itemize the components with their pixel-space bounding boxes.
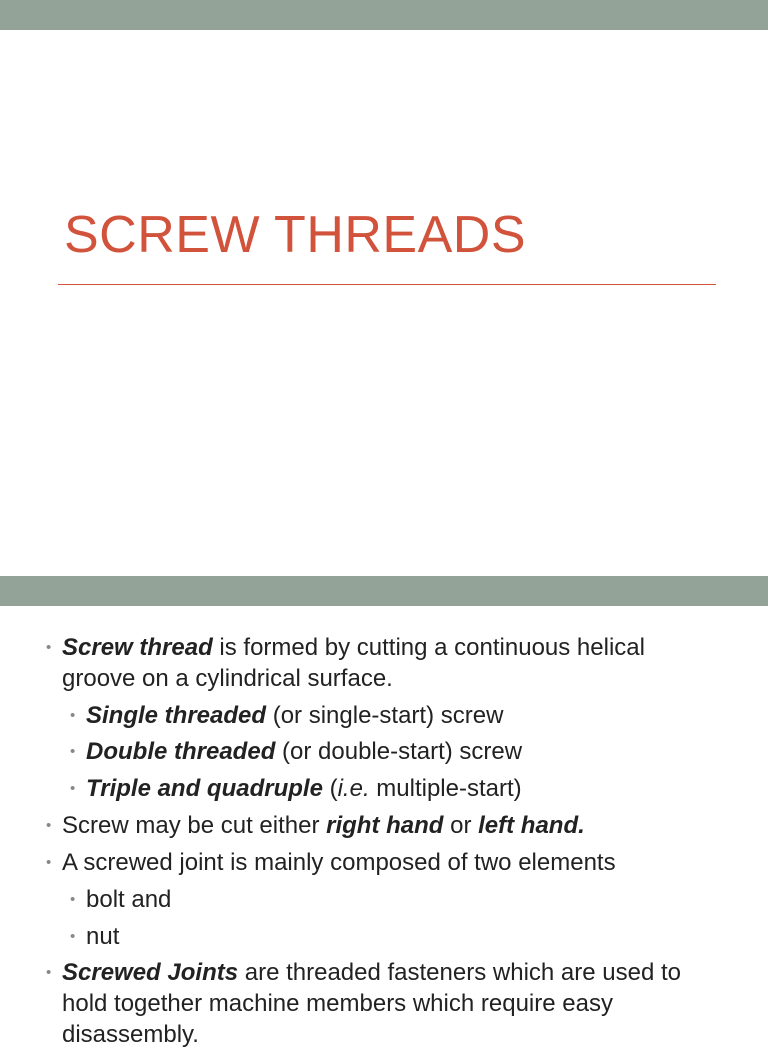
bullet-text: is formed by cutting a continuous helical groove on a cylindrical surface. (62, 634, 645, 692)
term-triple-quadruple: Triple and quadruple (86, 775, 323, 802)
bullet-screwed-joints-def (46, 957, 722, 1050)
bullet-hand (46, 810, 722, 841)
bullet-screw-thread (46, 632, 722, 694)
bullet-text: (or double-start) screw (275, 738, 523, 765)
bullet-nut (70, 921, 746, 952)
bullet-text: or (443, 812, 479, 839)
slide-separator-band (0, 576, 768, 606)
bullet-text: (or single-start) screw (266, 702, 504, 729)
bullet-dot: • (70, 743, 76, 760)
slide-title: SCREW THREADS (64, 206, 527, 264)
bullet-single-threaded (70, 700, 746, 731)
bullet-text: are threaded fasteners which are used to hold together machine members which require easy disassembly. (62, 959, 681, 1048)
term-screw-thread: Screw thread (62, 634, 213, 661)
bullet-dot: • (70, 707, 76, 724)
bullet-text: bolt and (86, 886, 172, 913)
term-right-hand: right hand (326, 812, 444, 839)
bullet-triple-quadruple (70, 773, 746, 804)
term-single-threaded: Single threaded (86, 702, 267, 729)
term-left-hand: left hand. (478, 812, 585, 839)
bullet-screwed-joint (46, 847, 722, 878)
bullet-dot: • (70, 780, 76, 797)
bullet-dot: • (46, 817, 52, 834)
term-double-threaded: Double threaded (86, 738, 276, 765)
bullet-double-threaded (70, 736, 746, 767)
bullet-dot: • (70, 891, 76, 908)
bullet-dot: • (70, 928, 76, 945)
bullet-dot: • (46, 639, 52, 656)
top-color-band (0, 0, 768, 30)
bullet-bolt (70, 884, 746, 915)
bullet-dot: • (46, 964, 52, 981)
ie-abbrev: i.e. (337, 775, 370, 802)
term-screwed-joints: Screwed Joints (62, 959, 239, 986)
bullet-text: Screw may be cut either (62, 812, 327, 839)
bullet-text: nut (86, 923, 120, 950)
title-underline (58, 284, 716, 285)
bullet-text: ( (322, 775, 338, 802)
bullet-dot: • (46, 854, 52, 871)
bullet-text: A screwed joint is mainly composed of two elements (62, 849, 616, 876)
bullet-text: multiple-start) (369, 775, 522, 802)
